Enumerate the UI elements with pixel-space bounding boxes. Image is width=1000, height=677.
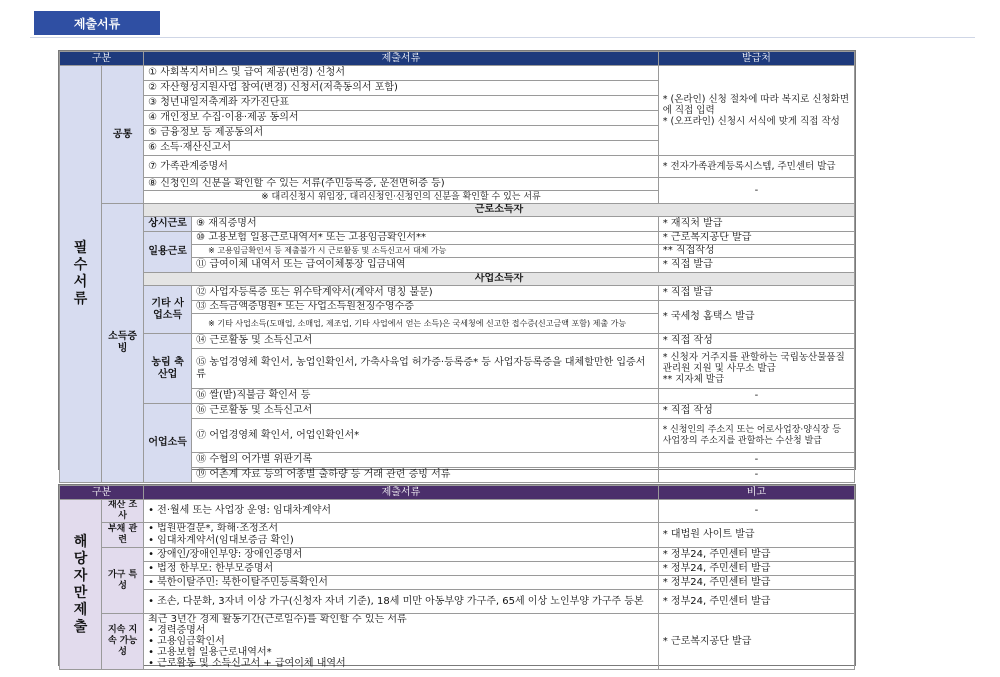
doc-item: ⑭ 근로활동 및 소득신고서 [192,334,659,349]
doc-note: ※ 기타 사업소득(도매업, 소매업, 제조업, 기타 사업에서 얻는 소득)은 국세청에 신고한 접수증(신고금액 포함) 제출 가능 [192,314,659,334]
issuer-family-relation: * 전자가족관계등록시스템, 주민센터 발급 [658,156,854,178]
doc-item: ② 자산형성지원사업 참여(변경) 신청서(저축동의서 포함) [144,81,659,96]
tab-bar [30,7,975,38]
remark: * 정부24, 주민센터 발급 [658,590,854,614]
remark: * 대법원 사이트 발급 [658,523,854,548]
doc-item: • 전·월세 또는 사업장 운영: 임대차계약서 [144,500,659,523]
doc-item: ⑯ 근로활동 및 소득신고서 [192,404,659,419]
applicable-documents-table [58,484,856,669]
col-header-category: 구분 [60,52,144,66]
issuer: * 근로복지공단 발급 [658,232,854,245]
remark: * 정부24, 주민센터 발급 [658,562,854,576]
issuer-common-online-offline: * (온라인) 신청 절차에 따라 복지로 신청화면에 직접 입력 * (오프라인) 신청시 서식에 맞게 직접 작성 [658,66,854,156]
category-household: 가구 특성 [102,548,144,614]
doc-item: ⑪ 급여이체 내역서 또는 급여이체통장 입금내역 [192,258,659,273]
doc-item: ⑬ 소득금액증명원* 또는 사업소득원천징수영수증 [192,301,659,314]
issuer: * 신청인의 주소지 또는 어로사업장·양식장 등 사업장의 주소지를 관할하는 수산청 발급 [658,419,854,453]
doc-item: • 법정 한부모: 한부모증명서 [144,562,659,576]
subcat-regular: 상시근로 [144,217,192,232]
doc-item: ③ 청년내일저축계좌 자가진단표 [144,96,659,111]
doc-item: ⑱ 수협의 어가별 위판기록 [192,453,659,468]
section-business-income: 사업소득자 [144,273,855,286]
remark: * 근로복지공단 발급 [658,614,854,670]
doc-item: ⑮ 농업경영체 확인서, 농업인확인서, 가축사육업 허가증·등록증* 등 사업자등록증을 대체할만한 입증서류 [192,349,659,389]
issuer: ** 직접작성 [658,245,854,258]
doc-item: ⑲ 어촌계 자료 등의 어종별 출하량 등 거래 관련 증빙 서류 [192,468,659,483]
col-header-remarks: 비고 [658,486,854,500]
category-common: 공통 [102,66,144,204]
issuer-farm: * 신청자 거주지를 관할하는 국립농산물품질관리원 지원 및 사무소 발급 ** 지자체 발급 [658,349,854,389]
section-earned-income: 근로소득자 [144,204,855,217]
issuer: - [658,468,854,483]
doc-item: ① 사회복지서비스 및 급여 제공(변경) 신청서 [144,66,659,81]
col-header-documents: 제출서류 [144,486,659,500]
doc-item: ⑧ 신청인의 신분을 확인할 수 있는 서류(주민등록증, 운전면허증 등) [144,178,659,191]
subcat-daily: 일용근로 [144,232,192,273]
category-continuity: 지속 지속 가능 성 [102,614,144,670]
category-income-proof: 소득증빙 [102,204,144,483]
doc-note: ※ 고용임금확인서 등 제출불가 시 근로활동 및 소득신고서 대체 가능 [192,245,659,258]
issuer: * 재직처 발급 [658,217,854,232]
issuer: - [658,453,854,468]
issuer: * 직접 발급 [658,286,854,301]
issuer: - [658,389,854,404]
doc-item-debt: • 법원판결문*, 화해·조정조서 • 임대차계약서(임대보증금 확인) [144,523,659,548]
doc-item: • 조손, 다문화, 3자녀 이상 가구(신청자 자녀 기준), 18세 미만 아동부양 가구주, 65세 이상 노인부양 가구주 등본 [144,590,659,614]
category-asset: 재산 조사 [102,500,144,523]
col-header-issuer: 발급처 [658,52,854,66]
doc-item: ⑨ 재직증명서 [192,217,659,232]
remark: - [658,500,854,523]
remark: * 정부24, 주민센터 발급 [658,576,854,590]
category-debt: 부채 관련 [102,523,144,548]
subcat-fishery: 어업소득 [144,404,192,483]
doc-item: ⑩ 고용보험 일용근로내역서* 또는 고용임금확인서** [192,232,659,245]
required-documents-table [58,50,856,480]
doc-note: ※ 대리신청시 위임장, 대리신청인·신청인의 신분을 확인할 수 있는 서류 [144,191,659,204]
tab-submission-documents[interactable]: 제출서류 [34,11,160,35]
subcat-farm: 농림 축산업 [144,334,192,404]
issuer: * 직접 작성 [658,334,854,349]
doc-item: ⑫ 사업자등록증 또는 위수탁계약서(계약서 명칭 불문) [192,286,659,301]
col-header-documents: 제출서류 [144,52,659,66]
issuer-id: - [658,178,854,204]
doc-item: ④ 개인정보 수집·이용·제공 동의서 [144,111,659,126]
doc-item: • 장애인/장애인부양: 장애인증명서 [144,548,659,562]
issuer: * 직접 발급 [658,258,854,273]
issuer: * 국세청 홈택스 발급 [658,301,854,334]
col-header-category: 구분 [60,486,144,500]
doc-item: ⑥ 소득·재산신고서 [144,141,659,156]
subcat-other-business: 기타 사업소득 [144,286,192,334]
group-label-applicable: 해당자만제출 [60,500,102,670]
remark: * 정부24, 주민센터 발급 [658,548,854,562]
doc-item: ⑤ 금융정보 등 제공동의서 [144,126,659,141]
group-label-required: 필수서류 [60,66,102,483]
doc-item: ⑯ 쌀(밭)직불금 확인서 등 [192,389,659,404]
issuer: * 직접 작성 [658,404,854,419]
doc-item: • 북한이탈주민: 북한이탈주민등록확인서 [144,576,659,590]
doc-item: ⑦ 가족관계증명서 [144,156,659,178]
doc-item: ⑰ 어업경영체 확인서, 어업인확인서* [192,419,659,453]
doc-item-continuity: 최근 3년간 경제 활동기간(근로일수)를 확인할 수 있는 서류 • 경력증명서 • 고용임금확인서 • 고용보험 일용근로내역서* • 근로활동 및 소득신고서 + 급여이체 내역서 [144,614,659,670]
